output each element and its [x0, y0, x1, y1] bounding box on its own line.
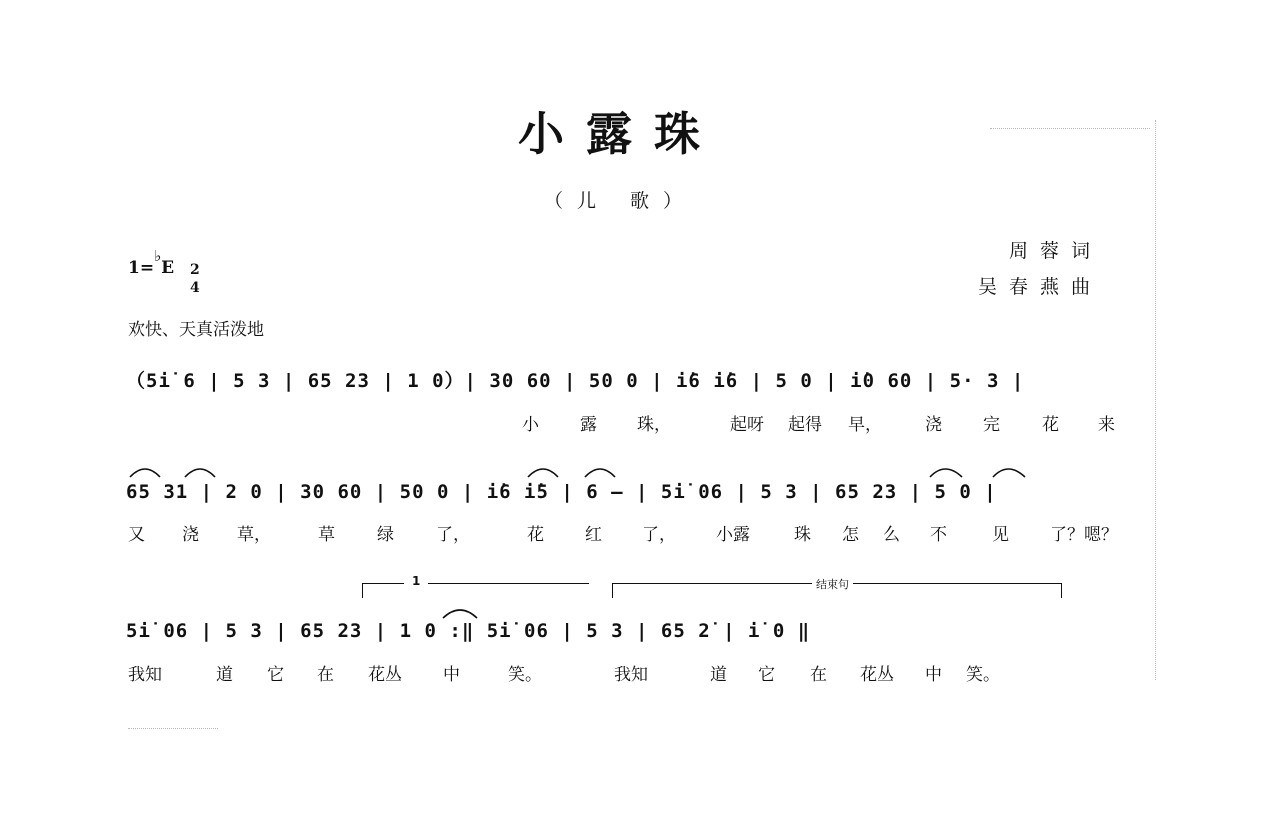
key-prefix: 1=: [128, 258, 155, 278]
lyric-syllable: 花: [1042, 415, 1059, 435]
lyric-syllable: 了？嗯？: [1050, 525, 1118, 545]
lyric-syllable: 它: [267, 665, 284, 685]
lyric-syllable: 起呀: [730, 415, 764, 435]
song-title: 小露珠: [518, 107, 722, 161]
lyric-syllable: 笑。: [966, 665, 1000, 685]
time-signature-top: 2: [190, 262, 200, 278]
notation-line-3: 5i̇ 06 | 5 3 | 65 23 | 1 0 :‖ 5i̇ 06 | 5 3 | 65 2̇ | i̇ 0 ‖: [126, 620, 811, 642]
flat-sign: ♭: [154, 247, 162, 265]
notation-line-2: 65 31 | 2 0 | 30 60 | 50 0 | i̇6 i̇5 | 6 – | 5i̇ 06 | 5 3 | 65 23 | 5 0 |: [126, 481, 997, 503]
lyrics-line-2: [0, 520, 1272, 544]
lyric-syllable: 小露: [716, 525, 750, 545]
lyrics-line-1: [0, 410, 1272, 434]
lyric-syllable: 了，: [436, 525, 470, 545]
lyric-syllable: 花丛: [860, 665, 894, 685]
lyric-syllable: 绿: [377, 525, 394, 545]
lyric-syllable: 不: [930, 525, 947, 545]
lyrics-line-3: [0, 660, 1272, 684]
song-subtitle: （儿 歌）: [543, 190, 697, 212]
lyric-syllable: 红: [585, 525, 602, 545]
key-signature: [128, 247, 175, 278]
lyric-syllable: 起得: [788, 415, 822, 435]
lyric-syllable: 浇: [182, 525, 199, 545]
lyric-syllable: 我知: [614, 665, 648, 685]
lyric-syllable: 小: [522, 415, 539, 435]
key-note: E: [161, 258, 175, 278]
lyric-syllable: 在: [810, 665, 827, 685]
lyric-syllable: 花丛: [368, 665, 402, 685]
lyric-syllable: 来: [1098, 415, 1115, 435]
ending-label: 结束句: [812, 576, 853, 592]
lyric-syllable: 草，: [237, 525, 271, 545]
lyric-syllable: 见: [992, 525, 1009, 545]
lyric-syllable: 道: [216, 665, 233, 685]
scan-dots-bottom: [128, 728, 218, 729]
lyric-syllable: 浇: [925, 415, 942, 435]
lyric-syllable: 中: [925, 665, 942, 685]
lyric-syllable: 珠，: [637, 415, 671, 435]
lyric-syllable: 么: [883, 525, 900, 545]
composer-credit: 吴春燕曲: [977, 276, 1102, 298]
lyric-syllable: 它: [758, 665, 775, 685]
scan-edge-artifact: [1155, 120, 1158, 680]
lyric-syllable: 珠: [794, 525, 811, 545]
scan-dots-top: [990, 128, 1150, 129]
lyric-syllable: 草: [318, 525, 335, 545]
lyric-syllable: 怎: [842, 525, 859, 545]
lyric-syllable: 中: [443, 665, 460, 685]
time-signature-bottom: 4: [190, 280, 200, 296]
lyric-syllable: 又: [128, 525, 145, 545]
lyric-syllable: 露: [580, 415, 597, 435]
lyric-syllable: 在: [317, 665, 334, 685]
notation-line-1: （5i̇ 6 | 5 3 | 65 23 | 1 0）| 30 60 | 50 0 | i̇6 i̇6 | 5 0 | i̇0 60 | 5· 3 |: [126, 370, 1025, 392]
lyric-syllable: 完: [983, 415, 1000, 435]
lyric-syllable: 花: [527, 525, 544, 545]
lyric-syllable: 早，: [848, 415, 882, 435]
tempo-marking: 欢快、天真活泼地: [128, 320, 264, 340]
lyric-syllable: 笑。: [508, 665, 542, 685]
lyric-syllable: 道: [710, 665, 727, 685]
volta-number: 1: [404, 574, 428, 588]
lyric-syllable: 了，: [642, 525, 676, 545]
lyricist-credit: 周蓉词: [1008, 240, 1102, 262]
lyric-syllable: 我知: [128, 665, 162, 685]
